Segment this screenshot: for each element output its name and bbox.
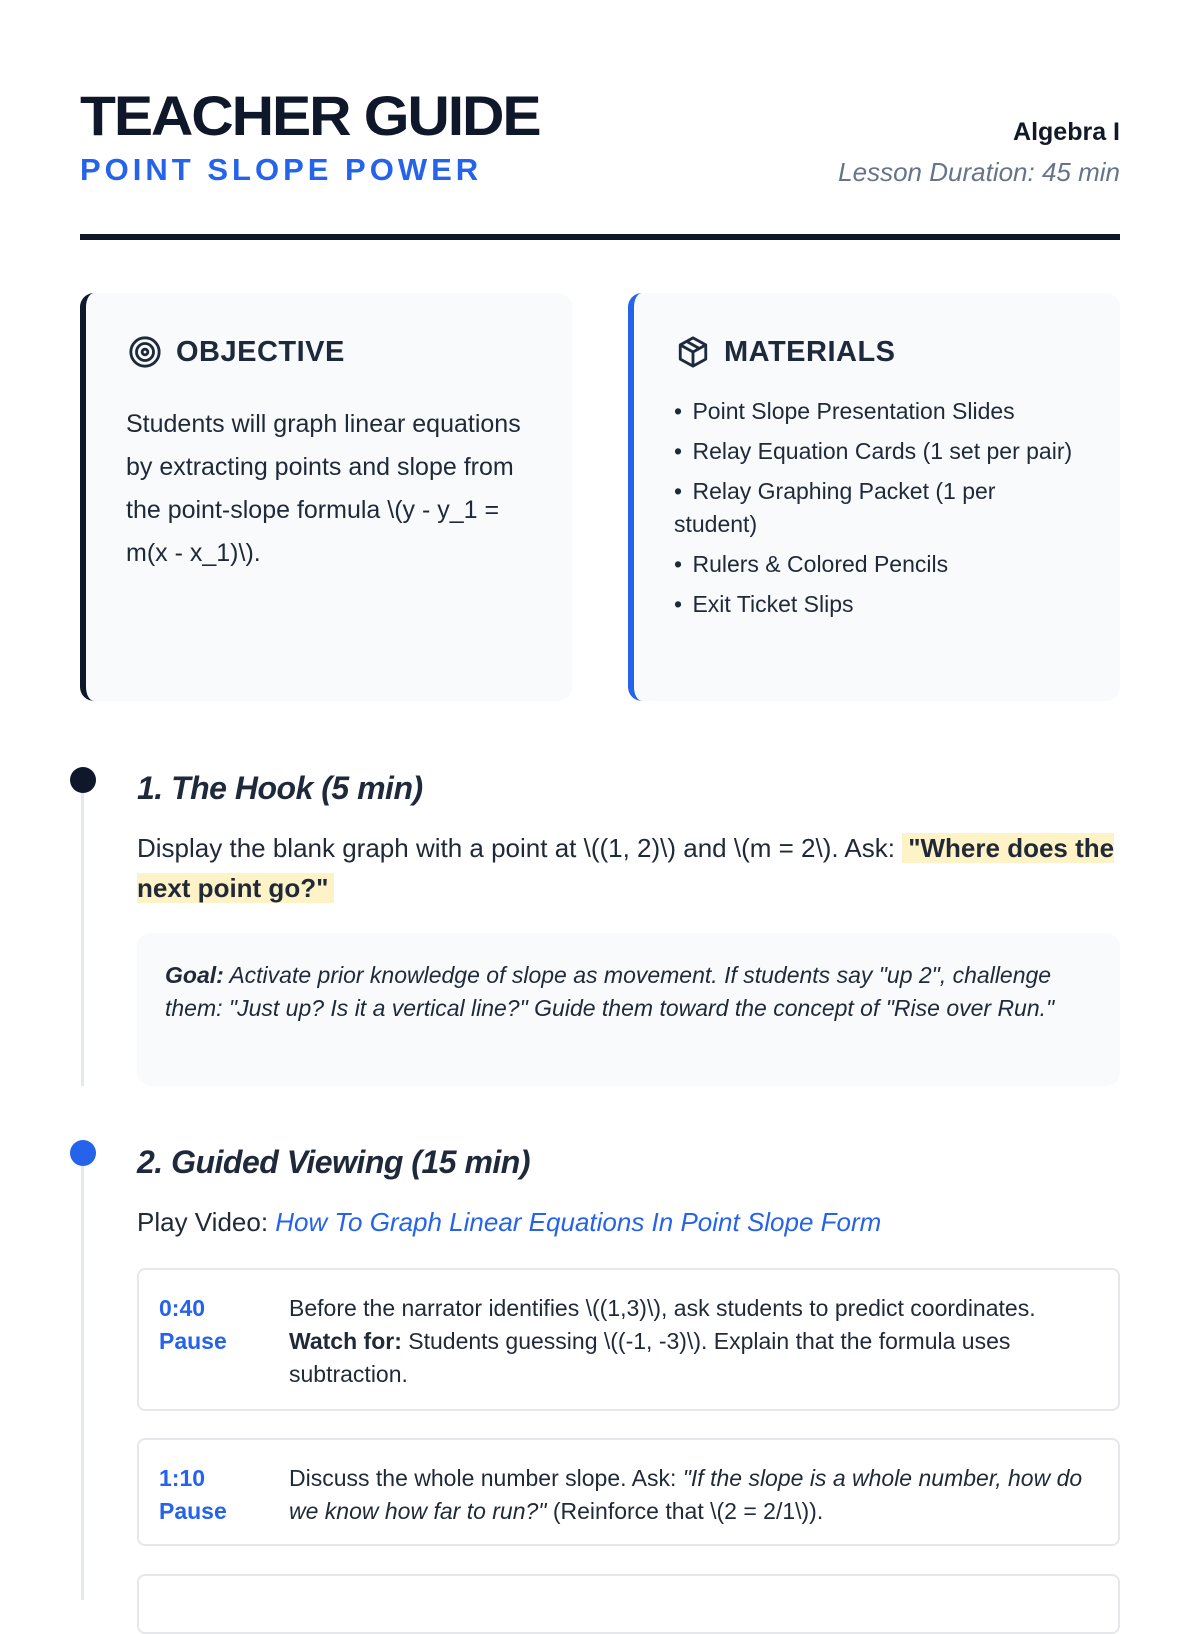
- timeline-marker: [70, 767, 96, 793]
- objective-header: [128, 335, 345, 369]
- box-icon: [676, 335, 710, 369]
- list-item: [674, 435, 1080, 468]
- hook-question-highlight: "Where does the next point go?": [137, 833, 1115, 903]
- watch-for-label: Watch for:: [289, 1328, 402, 1354]
- timeline-marker: [70, 1140, 96, 1166]
- hook-text: Display the blank graph with a point at \((1, 2)\) and \(m = 2\). Ask:: [137, 833, 903, 863]
- objective-title: OBJECTIVE: [176, 335, 345, 368]
- list-item: [674, 588, 1080, 621]
- guide-header: [80, 80, 1120, 240]
- pause-card: [137, 1438, 1120, 1546]
- page-title: TEACHER GUIDE: [80, 84, 540, 147]
- bullet: •: [674, 591, 683, 617]
- pause-text: (Reinforce that \(2 = 2/1\)).: [546, 1498, 824, 1524]
- bullet: •: [674, 438, 683, 464]
- pause-note: [289, 1292, 1088, 1391]
- bullet: •: [674, 551, 683, 577]
- pause-card: [137, 1268, 1120, 1411]
- bullet: •: [674, 398, 683, 424]
- material-label: Relay Equation Cards (1 set per pair): [692, 438, 1073, 464]
- pause-note: [289, 1462, 1088, 1528]
- timeline-line: [81, 1146, 84, 1600]
- pause-text: Discuss the whole number slope. Ask:: [289, 1465, 683, 1491]
- goal-note: [137, 933, 1120, 1086]
- target-icon: [128, 335, 162, 369]
- section-title-hook: 1. The Hook (5 min): [137, 770, 423, 806]
- list-item: [674, 548, 1080, 581]
- timeline-line: [81, 780, 84, 1086]
- course-name: Algebra I: [1013, 118, 1120, 146]
- pause-timestamp: [159, 1462, 269, 1528]
- goal-text: Activate prior knowledge of slope as movement. If students say "up 2", challenge them: "Just up? Is it a vertical line?" Guide them toward the concept of "Rise over Run.": [165, 962, 1055, 1021]
- video-prefix: Play Video:: [137, 1207, 276, 1237]
- section-title-guided-viewing: 2. Guided Viewing (15 min): [137, 1144, 530, 1180]
- video-link[interactable]: How To Graph Linear Equations In Point Slope Form: [275, 1207, 882, 1237]
- list-item: [674, 475, 1080, 541]
- pause-card: [137, 1574, 1120, 1634]
- video-line: [137, 1202, 1120, 1242]
- objective-card: [80, 293, 572, 701]
- material-label: Rulers & Colored Pencils: [692, 551, 949, 577]
- materials-title: MATERIALS: [724, 335, 896, 368]
- materials-card: [628, 293, 1120, 701]
- pause-time: 0:40: [159, 1295, 206, 1321]
- material-label: Exit Ticket Slips: [692, 591, 854, 617]
- material-label: Relay Graphing Packet (1 per student): [674, 478, 996, 537]
- materials-list: [674, 395, 1080, 628]
- bullet: •: [674, 478, 683, 504]
- pause-time: 1:10: [159, 1465, 206, 1491]
- objective-text: Students will graph linear equations by extracting points and slope from the point-slope formula \(y - y_1 = m(x - x_1)\).: [126, 410, 521, 567]
- pause-timestamp: [159, 1292, 269, 1358]
- lesson-subtitle: POINT SLOPE POWER: [80, 152, 483, 187]
- materials-header: [676, 335, 896, 369]
- header-divider: [80, 234, 1120, 240]
- pause-text: Before the narrator identifies \((1,3)\), ask students to predict coordinates.: [289, 1295, 1036, 1321]
- lesson-duration: Lesson Duration: 45 min: [838, 157, 1120, 187]
- pause-label: Pause: [159, 1498, 227, 1524]
- goal-label: Goal:: [165, 962, 224, 988]
- hook-instructions: [137, 828, 1120, 908]
- pause-text: Students guessing \((-1, -3)\). Explain that the formula uses subtraction.: [289, 1328, 1011, 1387]
- material-label: Point Slope Presentation Slides: [692, 398, 1015, 424]
- pause-question: "If the slope is a whole number, how do we know how far to run?": [289, 1465, 1083, 1524]
- pause-label: Pause: [159, 1328, 227, 1354]
- list-item: [674, 395, 1080, 428]
